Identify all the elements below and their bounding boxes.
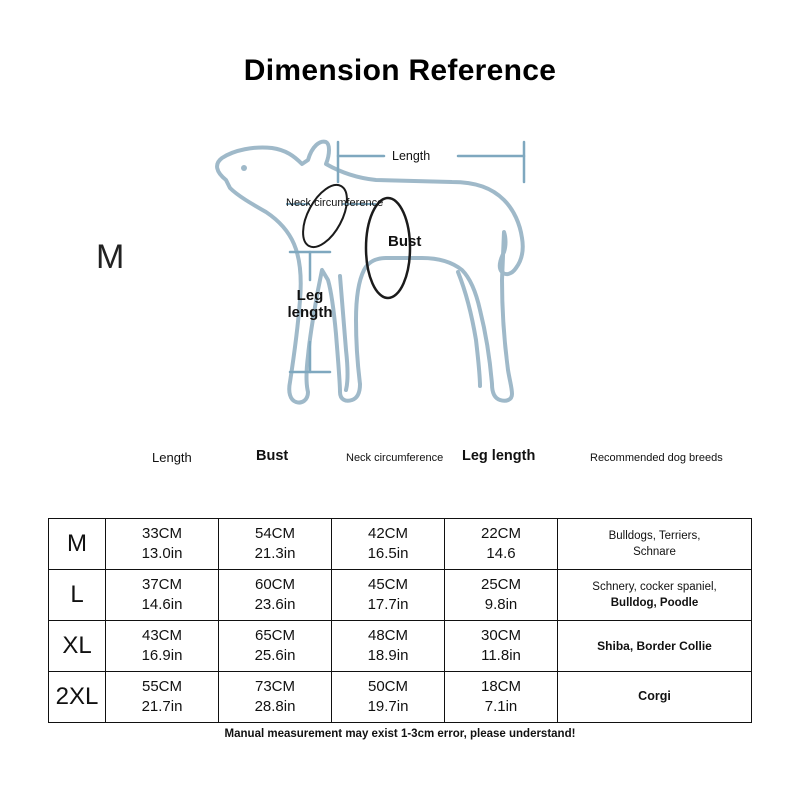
cell-length xyxy=(106,621,219,672)
cell-bust-in: 25.6in xyxy=(254,647,296,664)
header-breeds: Recommended dog breeds xyxy=(590,452,723,464)
header-length: Length xyxy=(152,450,192,465)
cell-length-cm: 33CM xyxy=(141,524,182,542)
measurement-footnote: Manual measurement may exist 1-3cm error, please understand! xyxy=(224,728,576,740)
cell-bust-in: 23.6in xyxy=(254,596,296,613)
cell-neck-in: 17.7in xyxy=(367,596,409,613)
cell-neck xyxy=(332,621,445,672)
dog-measurement-diagram xyxy=(190,120,610,430)
cell-bust xyxy=(219,570,332,621)
table-row xyxy=(49,672,752,723)
neck-circumference-label: Neck circumference xyxy=(286,197,384,209)
cell-bust-cm: 65CM xyxy=(254,626,295,644)
cell-breeds-line1: Corgi xyxy=(638,689,671,704)
cell-neck-cm: 48CM xyxy=(367,626,408,644)
cell-length xyxy=(106,519,219,570)
cell-bust-cm: 60CM xyxy=(254,575,295,593)
cell-bust-cm: 54CM xyxy=(254,524,295,542)
cell-leg-cm: 30CM xyxy=(480,626,521,644)
cell-bust-in: 21.3in xyxy=(254,545,296,562)
cell-bust xyxy=(219,672,332,723)
cell-leg xyxy=(445,672,558,723)
cell-breeds-line1: Bulldogs, Terriers, xyxy=(608,529,701,542)
header-bust: Bust xyxy=(256,448,289,464)
page-title: Dimension Reference xyxy=(243,54,557,87)
cell-bust-in: 28.8in xyxy=(254,698,296,715)
length-label: Length xyxy=(392,149,431,163)
cell-leg-cm: 22CM xyxy=(480,524,521,542)
cell-leg xyxy=(445,519,558,570)
cell-neck-cm: 45CM xyxy=(367,575,408,593)
cell-length-cm: 37CM xyxy=(141,575,182,593)
cell-bust-cm: 73CM xyxy=(254,677,295,695)
length-measure-line xyxy=(338,142,524,182)
bust-label: Bust xyxy=(388,233,422,250)
cell-size: 2XL xyxy=(49,672,106,723)
header-leg-length: Leg length xyxy=(462,448,536,464)
cell-bust xyxy=(219,621,332,672)
cell-leg-cm: 18CM xyxy=(480,677,521,695)
cell-leg-in: 14.6 xyxy=(486,545,516,562)
cell-leg-in: 9.8in xyxy=(484,596,518,613)
header-neck: Neck circumference xyxy=(346,452,444,464)
cell-breeds-line1: Shiba, Border Collie xyxy=(597,638,712,653)
cell-leg xyxy=(445,621,558,672)
cell-leg xyxy=(445,570,558,621)
leg-length-label-line2: length xyxy=(287,304,333,322)
table-row xyxy=(49,621,752,672)
cell-breeds xyxy=(558,621,752,672)
neck-circumference-ellipse xyxy=(294,178,356,254)
cell-neck-in: 19.7in xyxy=(367,698,409,715)
table-row xyxy=(49,519,752,570)
cell-neck-cm: 42CM xyxy=(367,524,408,542)
cell-leg-cm: 25CM xyxy=(480,575,521,593)
cell-length xyxy=(106,672,219,723)
cell-neck-in: 18.9in xyxy=(367,647,409,664)
cell-length-cm: 43CM xyxy=(141,626,182,644)
cell-breeds-line1: Schnery, cocker spaniel, xyxy=(592,580,717,593)
cell-size: XL xyxy=(49,621,106,672)
cell-length xyxy=(106,570,219,621)
cell-breeds-line2: Bulldog, Poodle xyxy=(610,597,699,609)
selected-size-badge: M xyxy=(96,238,125,276)
cell-length-in: 16.9in xyxy=(141,647,183,664)
cell-neck xyxy=(332,672,445,723)
cell-neck-cm: 50CM xyxy=(367,677,408,695)
cell-breeds xyxy=(558,519,752,570)
cell-breeds-line2: Schnare xyxy=(633,546,676,558)
cell-neck-in: 16.5in xyxy=(367,545,409,562)
cell-leg-in: 11.8in xyxy=(481,647,521,664)
cell-neck xyxy=(332,519,445,570)
cell-bust xyxy=(219,519,332,570)
column-headers xyxy=(48,444,752,474)
table-row xyxy=(49,570,752,621)
cell-size: L xyxy=(49,570,106,621)
cell-length-in: 14.6in xyxy=(141,596,183,613)
cell-neck xyxy=(332,570,445,621)
cell-breeds xyxy=(558,672,752,723)
leg-length-label-line1: Leg xyxy=(296,287,324,304)
size-table xyxy=(48,518,752,723)
cell-size: M xyxy=(49,519,106,570)
cell-breeds xyxy=(558,570,752,621)
cell-length-in: 13.0in xyxy=(141,545,183,562)
cell-length-cm: 55CM xyxy=(141,677,182,695)
cell-leg-in: 7.1in xyxy=(484,698,518,715)
leg-length-label xyxy=(278,287,342,322)
cell-length-in: 21.7in xyxy=(141,698,183,715)
